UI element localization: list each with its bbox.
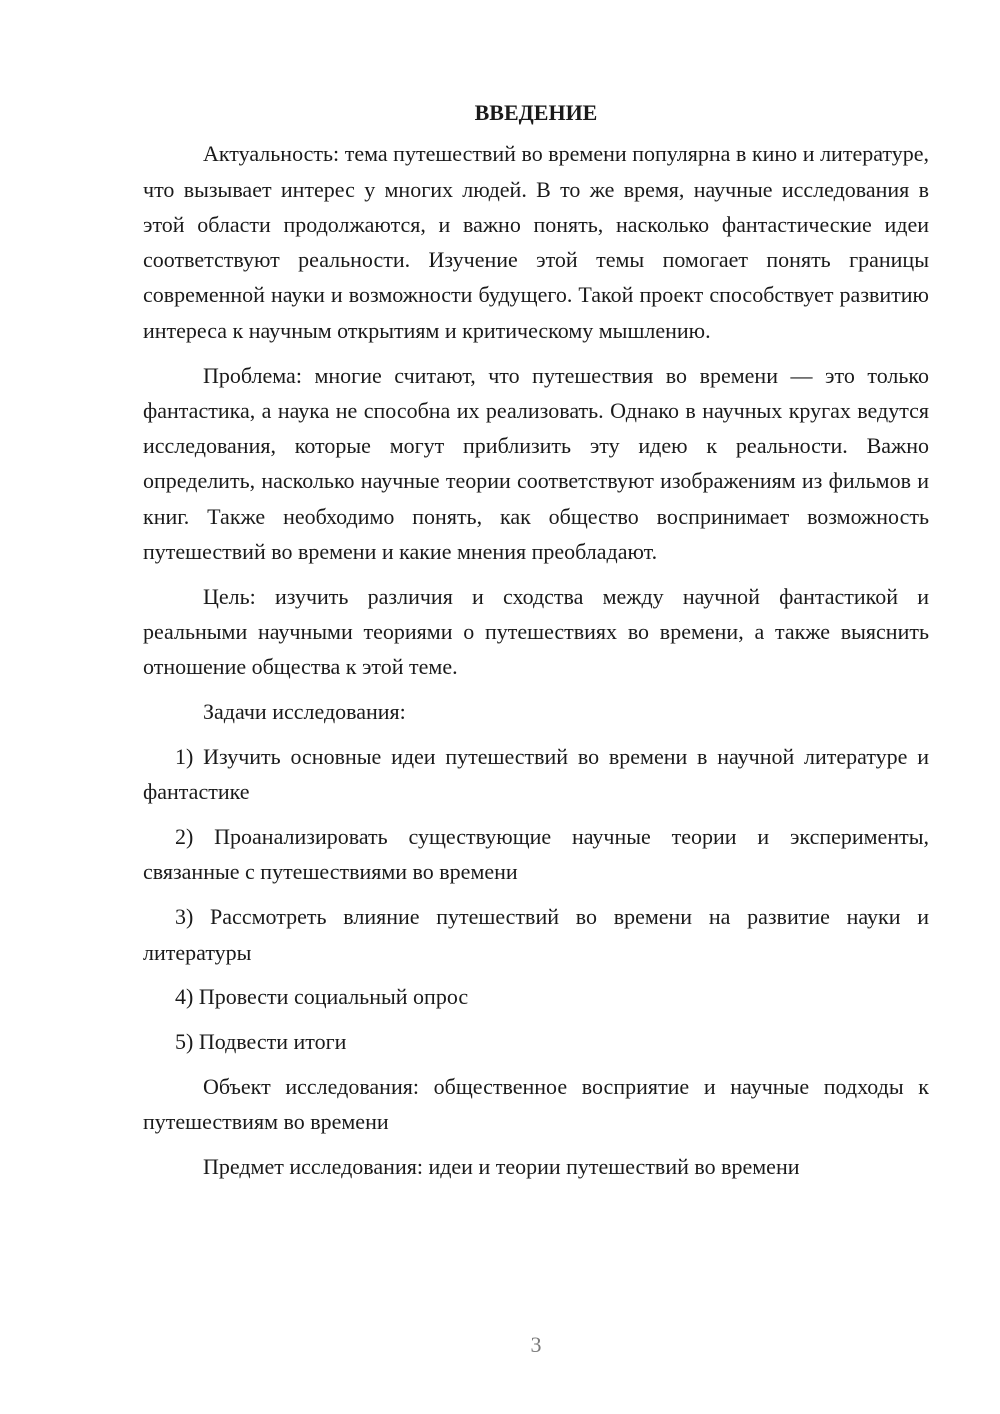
task-item-3: 3) Рассмотреть влияние путешествий во времени на развитие науки и литературы <box>143 904 929 965</box>
object-paragraph: Объект исследования: общественное восприятие и научные подходы к путешествиям во времени <box>143 1073 929 1135</box>
goal-paragraph: Цель: изучить различия и сходства между научной фантастикой и реальными научными теориями о путешествиях во времени, а также выяснить отношение общества к этой теме. <box>143 583 929 680</box>
task-item-5: 5) Подвести итоги <box>175 1029 347 1055</box>
problem-paragraph: Проблема: многие считают, что путешествия во времени — это только фантастика, а наука не способна их реализовать. Однако в научных кругах ведутся исследования, которые могут приблизить эту идею к реальности. Важно определить, насколько научные теории соответствуют изображениям из фильмов и книг. Также необходимо понять, как общество воспринимает возможность путешествий во времени и какие мнения преобладают. <box>143 362 929 565</box>
body-text <box>143 95 929 1194</box>
section-heading: ВВЕДЕНИЕ <box>474 100 598 125</box>
page-number: 3 <box>530 1332 542 1357</box>
task-item-1: 1) Изучить основные идеи путешествий во времени в научной литературе и фантастике <box>143 744 929 805</box>
task-item-4: 4) Провести социальный опрос <box>175 984 469 1010</box>
relevance-paragraph: Актуальность: тема путешествий во времени популярна в кино и литературе, что вызывает интерес у многих людей. В то же время, научные исследования в этой области продолжаются, и важно понять, насколько фантастические идеи соответствуют реальности. Изучение этой темы помогает понять границы современной науки и возможности будущего. Такой проект способствует развитию интереса к научным открытиям и критическому мышлению. <box>143 141 929 343</box>
subject-paragraph: Предмет исследования: идеи и теории путешествий во времени <box>203 1154 800 1180</box>
tasks-heading: Задачи исследования: <box>203 699 406 725</box>
task-item-2: 2) Проанализировать существующие научные теории и эксперименты, связанные с путешествиями во времени <box>143 824 929 885</box>
